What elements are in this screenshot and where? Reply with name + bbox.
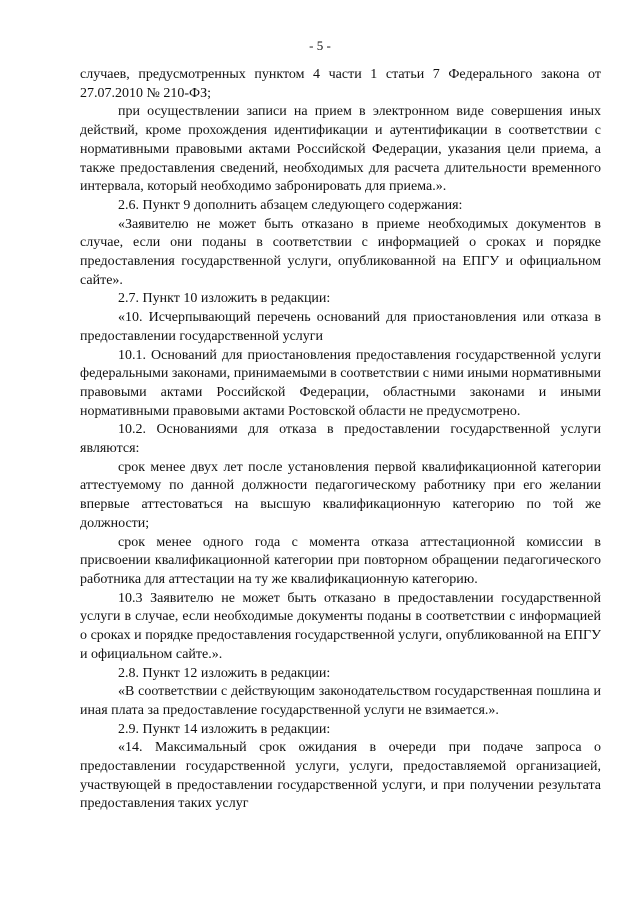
paragraph: срок менее одного года с момента отказа аттестационной комиссии в присвоении квалификационной категории при повторном обращении педагогического работника для аттестации на ту же квалификационную категорию. <box>80 534 601 587</box>
page-number: - 5 - <box>309 38 331 53</box>
paragraph: 2.7. Пункт 10 изложить в редакции: <box>118 291 331 307</box>
paragraph: «10. Исчерпывающий перечень оснований для приостановления или отказа в предоставлении государственной услуги <box>80 310 601 344</box>
paragraph: «В соответствии с действующим законодательством государственная пошлина и иная плата за предоставление государственной услуги не взимается.». <box>80 684 601 718</box>
paragraph: случаев, предусмотренных пунктом 4 части 1 статьи 7 Федерального закона от 27.07.2010 № 210-ФЗ; <box>80 67 601 101</box>
paragraph: 10.3 Заявителю не может быть отказано в предоставлении государственной услуги в случае, если необходимые документы поданы в соответствии с информацией о сроках и порядке предоставления государственной услуги, опубликованной на ЕПГУ и официальном сайте.». <box>80 590 601 662</box>
paragraph: при осуществлении записи на прием в электронном виде совершения иных действий, кроме прохождения идентификации и аутентификации в соответствии с нормативными правовыми актами Российской Федерации, указания цели приема, а также предоставления сведений, необходимых для расчета длительности временного интервала, который необходимо забронировать для приема.». <box>80 104 601 195</box>
paragraph: 10.1. Оснований для приостановления предоставления государственной услуги федеральными законами, принимаемыми в соответствии с ними иными нормативными правовыми актами Российской Федерации, областными законами и иными нормативными правовыми актами Ростовской области не предусмотрено. <box>80 347 601 419</box>
paragraph: «Заявителю не может быть отказано в приеме необходимых документов в случае, если они поданы в соответствии с информацией о сроках и порядке предоставления государственной услуги, опубликованной на ЕПГУ и официальном сайте». <box>80 216 601 288</box>
paragraph: 2.8. Пункт 12 изложить в редакции: <box>118 665 331 681</box>
paragraph: 2.6. Пункт 9 дополнить абзацем следующего содержания: <box>118 197 463 213</box>
paragraph: срок менее двух лет после установления первой квалификационной категории аттестуемому по данной должности педагогическому работнику при его желании впервые аттестоваться на высшую квалификационную категорию по той же должности; <box>80 459 601 531</box>
paragraph: «14. Максимальный срок ожидания в очереди при подаче запроса о предоставлении государственной услуги, услуги, предоставляемой организацией, участвующей в предоставлении государственной услуги, и при получении результата предоставления таких услуг <box>80 740 601 812</box>
paragraph: 2.9. Пункт 14 изложить в редакции: <box>118 721 331 737</box>
paragraph: 10.2. Основаниями для отказа в предоставлении государственной услуги являются: <box>80 422 601 457</box>
document-body <box>80 66 601 814</box>
